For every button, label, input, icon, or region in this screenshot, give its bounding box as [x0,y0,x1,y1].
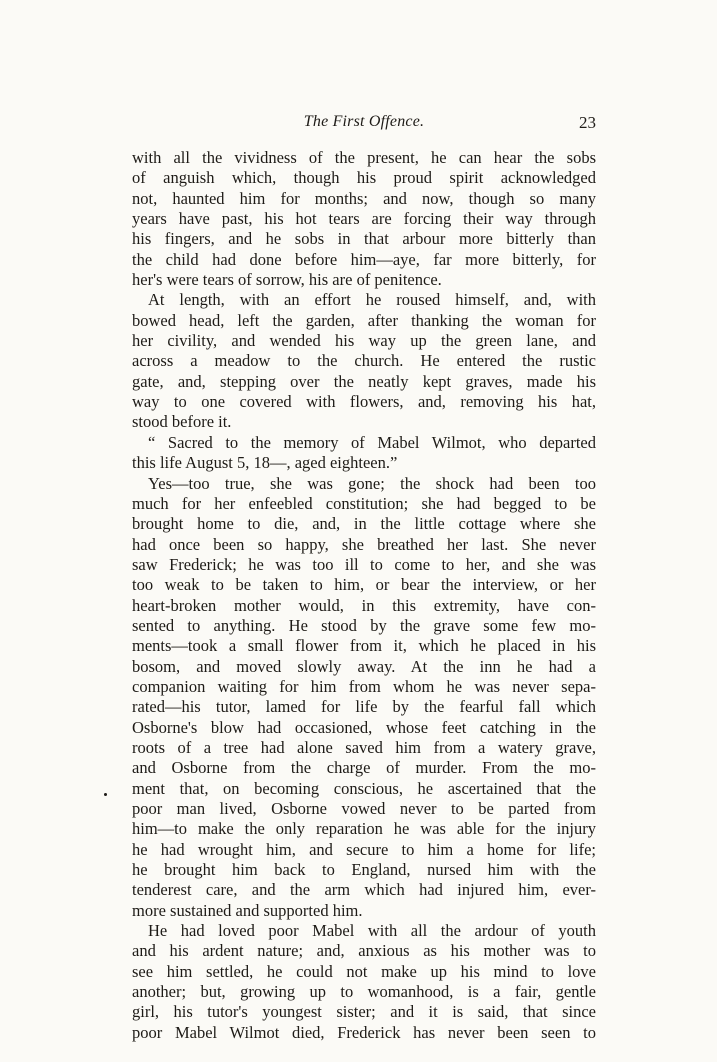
text-line: see him settled, he could not make up his mind to love [132,961,596,981]
running-head [132,113,596,137]
margin-mark [104,793,107,796]
text-line: Osborne's blow had occasioned, whose feet catching in the [132,717,596,737]
body-text [132,148,596,1043]
text-line: way to one covered with flowers, and, removing his hat, [132,392,596,412]
text-line: this life August 5, 18—, aged eighteen.” [132,453,398,473]
text-line: and Osborne from the charge of murder. From the mo- [132,758,596,778]
text-line: he brought him back to England, nursed him with the [132,860,596,880]
text-line: too weak to be taken to him, or bear the interview, or her [132,575,596,595]
text-line: years have past, his hot tears are forcing their way through [132,209,596,229]
text-line: tenderest care, and the arm which had injured him, ever- [132,880,596,900]
text-line: not, haunted him for months; and now, though so many [132,188,596,208]
text-line: saw Frederick; he was too ill to come to her, and she was [132,554,596,574]
text-line: stood before it. [132,412,232,432]
text-line: much for her enfeebled constitution; she had begged to be [132,493,596,513]
text-line: the child had done before him—aye, far more bitterly, for [132,249,596,269]
text-line: ment that, on becoming conscious, he ascertained that the [132,778,596,798]
text-line: him—to make the only reparation he was able for the injury [132,819,596,839]
text-line: her civility, and wended his way up the green lane, and [132,331,596,351]
text-line: rated—his tutor, lamed for life by the fearful fall which [132,697,596,717]
text-line: poor man lived, Osborne vowed never to be parted from [132,799,596,818]
text-line: of anguish which, though his proud spirit acknowledged [132,168,596,188]
text-line: more sustained and supported him. [132,900,363,920]
text-line: girl, his tutor's youngest sister; and it is said, that since [132,1002,596,1022]
text-line: bosom, and moved slowly away. At the inn he had a [132,656,596,676]
text-line: Yes—too true, she was gone; the shock had been too [148,473,596,493]
text-line: poor Mabel Wilmot died, Frederick has never been seen to [132,1022,596,1042]
text-line: he had wrought him, and secure to him a home for life; [132,839,596,859]
text-line: heart-broken mother would, in this extremity, have con- [132,595,596,615]
text-line: with all the vividness of the present, he can hear the sobs [132,148,596,167]
text-line: sented to anything. He stood by the grave some few mo- [132,615,596,635]
text-line: At length, with an effort he roused himself, and, with [148,290,596,310]
text-line: another; but, growing up to womanhood, is a fair, gentle [132,982,596,1002]
text-line: ments—took a small flower from it, which he placed in his [132,636,596,656]
text-line: “ Sacred to the memory of Mabel Wilmot, who departed [148,432,596,452]
text-line: He had loved poor Mabel with all the ardour of youth [148,921,596,941]
text-line: gate, and, stepping over the neatly kept graves, made his [132,371,596,391]
running-title: The First Offence. [303,113,425,130]
text-line: her's were tears of sorrow, his are of penitence. [132,270,442,290]
text-line: brought home to die, and, in the little cottage where she [132,514,596,534]
text-line: had once been so happy, she breathed her last. She never [132,534,596,554]
text-line: bowed head, left the garden, after thanking the woman for [132,310,596,330]
text-line: and his ardent nature; and, anxious as his mother was to [132,941,596,961]
text-line: his fingers, and he sobs in that arbour more bitterly than [132,229,596,249]
text-line: across a meadow to the church. He entered the rustic [132,351,596,371]
text-line: roots of a tree had alone saved him from a watery grave, [132,737,596,757]
text-line: companion waiting for him from whom he was never sepa- [132,676,596,696]
page-number: 23 [579,113,596,132]
